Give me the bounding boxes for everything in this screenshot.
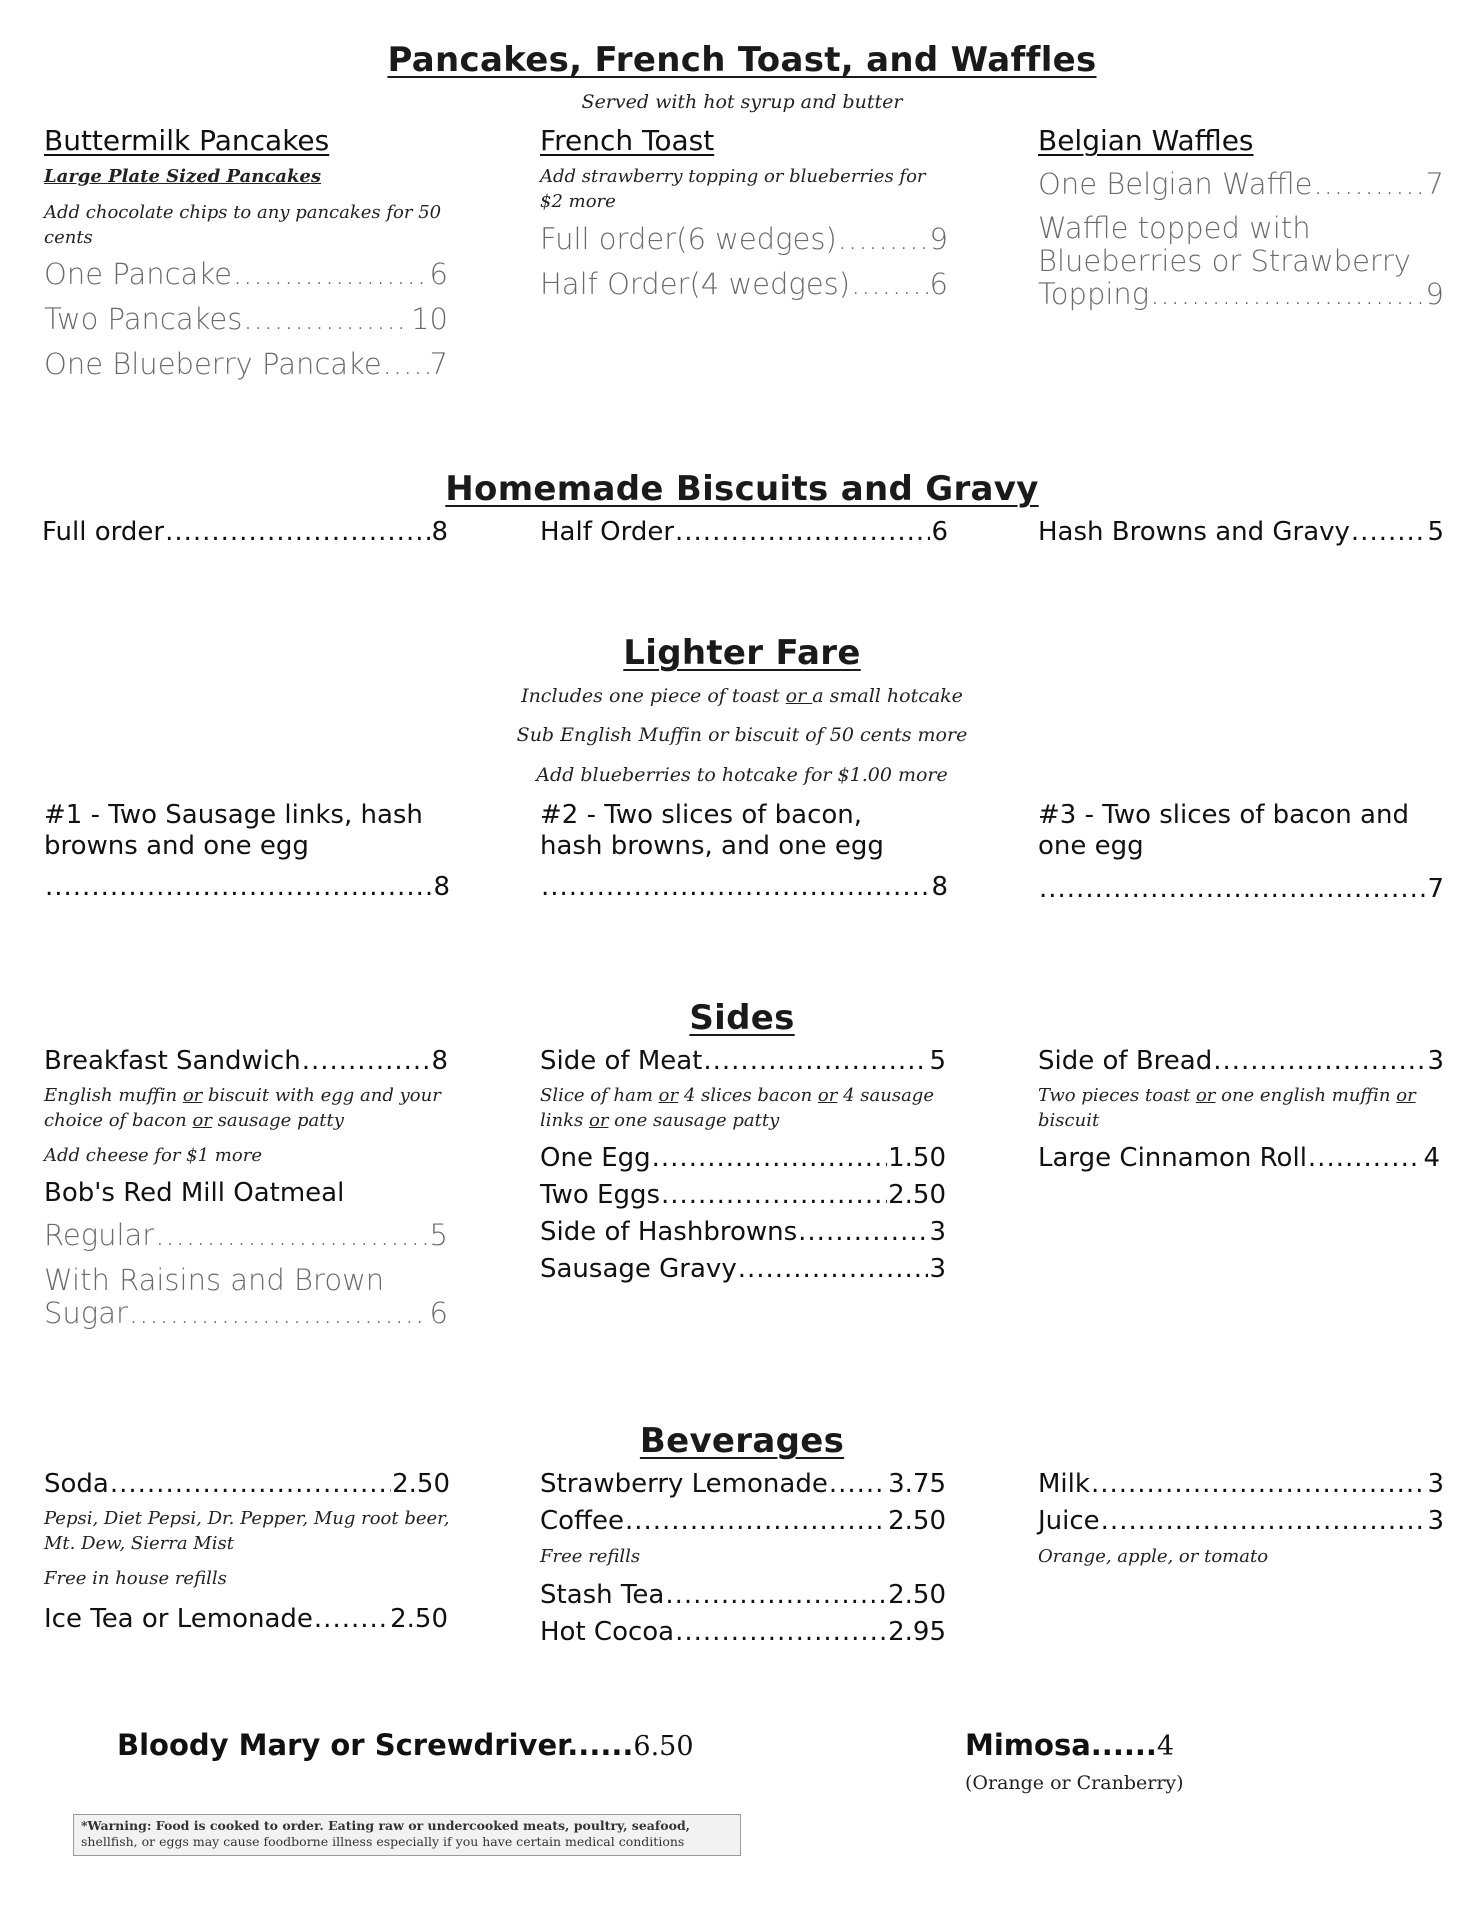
item-price: 6 xyxy=(429,1296,448,1330)
item-name: Breakfast Sandwich xyxy=(44,1046,301,1076)
leader-dots xyxy=(233,258,429,290)
oatmeal-raisins-line1: With Raisins and Brown xyxy=(44,1263,385,1297)
item-price: 4 xyxy=(1423,1143,1440,1173)
item-price: 6 xyxy=(929,267,948,301)
leader-dots xyxy=(661,1179,887,1211)
item-price: 7 xyxy=(1427,874,1444,904)
menu-item xyxy=(540,268,948,300)
item-price: 9 xyxy=(1425,277,1444,311)
bread-note xyxy=(1038,1083,1448,1133)
item-name: One Blueberry Pancake xyxy=(44,347,382,381)
note-text: English muffin xyxy=(44,1085,183,1106)
note-text: links xyxy=(540,1110,589,1131)
juice-note: Orange, apple, or tomato xyxy=(1038,1546,1269,1567)
combo-2-text xyxy=(540,800,950,862)
item-price: 8 xyxy=(431,1046,448,1076)
note-text: a small hotcake xyxy=(812,685,963,707)
item-name: Stash Tea xyxy=(540,1580,665,1610)
item-price: 6 xyxy=(429,257,448,291)
item-name: Two Eggs xyxy=(540,1180,660,1210)
item-price: 6.50 xyxy=(633,1731,694,1762)
or-emphasis: or xyxy=(192,1110,212,1131)
leader-dots xyxy=(541,871,930,903)
menu-item xyxy=(540,1216,946,1248)
item-price: 8 xyxy=(433,872,450,902)
leader-dots xyxy=(798,1216,928,1248)
menu-item xyxy=(44,1297,448,1329)
or-emphasis: or xyxy=(182,1085,203,1106)
or-emphasis: or xyxy=(1396,1085,1416,1106)
item-price: 4 xyxy=(1156,1731,1175,1762)
buttermilk-tagline: Large Plate Sized Pancakes xyxy=(44,166,322,187)
french-toast-heading: French Toast xyxy=(540,124,715,157)
food-warning-box xyxy=(73,1814,741,1856)
menu-item xyxy=(44,1045,448,1077)
note-text: Two pieces toast xyxy=(1038,1085,1196,1106)
item-price: 8 xyxy=(931,872,948,902)
note-text: biscuit with egg and your xyxy=(202,1085,441,1106)
item-name: Large Cinnamon Roll xyxy=(1038,1143,1307,1173)
item-price: 2.50 xyxy=(392,1469,450,1499)
bloody-mary-item xyxy=(117,1728,694,1762)
menu-item xyxy=(1038,1468,1444,1500)
or-emphasis: or xyxy=(658,1085,679,1106)
combo-line2: hash browns, and one egg xyxy=(540,831,884,861)
menu-item xyxy=(44,348,448,380)
item-price: 7 xyxy=(429,347,448,381)
sandwich-note xyxy=(44,1083,454,1133)
note-text: 4 slices bacon xyxy=(678,1085,818,1106)
item-name: Full order(6 wedges) xyxy=(540,222,837,256)
menu-item xyxy=(540,1045,946,1077)
leader-dots xyxy=(665,1579,887,1611)
coffee-note: Free refills xyxy=(540,1546,641,1567)
menu-item xyxy=(540,871,948,903)
item-name: Ice Tea or Lemonade xyxy=(44,1604,313,1634)
leader-dots xyxy=(165,516,430,548)
or-emphasis: or xyxy=(817,1085,838,1106)
soda-note xyxy=(44,1506,464,1556)
leader-dots: ...... xyxy=(1090,1728,1157,1762)
item-name: Juice xyxy=(1038,1506,1100,1536)
soda-note-line1: Pepsi, Diet Pepsi, Dr. Pepper, Mug root beer, xyxy=(44,1508,450,1529)
item-name: Milk xyxy=(1038,1469,1090,1499)
menu-item xyxy=(42,516,448,548)
combo-line2: one egg xyxy=(1038,831,1144,861)
menu-item xyxy=(44,258,448,290)
combo-line1: #2 - Two slices of bacon, xyxy=(540,800,863,830)
leader-dots xyxy=(314,1603,389,1635)
lighter-note-blueberries: Add blueberries to hotcake for $1.00 more xyxy=(536,764,948,786)
item-name: Hash Browns and Gravy xyxy=(1038,517,1350,547)
item-name: Side of Meat xyxy=(540,1046,703,1076)
note-text: one sausage patty xyxy=(608,1110,780,1131)
leader-dots xyxy=(129,1297,429,1329)
item-name: One Egg xyxy=(540,1143,651,1173)
menu-item xyxy=(540,1253,946,1285)
item-name: Sausage Gravy xyxy=(540,1254,737,1284)
buttermilk-heading: Buttermilk Pancakes xyxy=(44,124,330,157)
item-name: Strawberry Lemonade xyxy=(540,1469,828,1499)
or-emphasis: or xyxy=(1195,1085,1216,1106)
item-name: One Belgian Waffle xyxy=(1038,167,1313,201)
menu-item xyxy=(540,1179,946,1211)
menu-item xyxy=(540,1505,946,1537)
waffle-topped-line1: Waffle topped with xyxy=(1038,211,1311,245)
menu-item xyxy=(1038,516,1444,548)
item-name: Side of Hashbrowns xyxy=(540,1217,798,1247)
leader-dots xyxy=(45,871,432,903)
combo-line1: #3 - Two slices of bacon and xyxy=(1038,800,1409,830)
note-text: one english muffin xyxy=(1215,1085,1397,1106)
leader-dots: ...... xyxy=(567,1728,634,1762)
cheese-note: Add cheese for $1 more xyxy=(44,1145,262,1166)
french-toast-note: Add strawberry topping or blueberries for $2 more xyxy=(540,166,926,212)
menu-item xyxy=(1038,873,1444,905)
item-name: Mimosa xyxy=(965,1728,1091,1762)
note-text: choice of bacon xyxy=(44,1110,193,1131)
item-price: 3 xyxy=(1427,1469,1444,1499)
leader-dots xyxy=(625,1505,887,1537)
note-text: Slice of ham xyxy=(540,1085,659,1106)
menu-item xyxy=(540,1616,946,1648)
sides-section-title: Sides xyxy=(689,998,795,1038)
menu-item xyxy=(44,1603,448,1635)
menu-item xyxy=(1038,168,1444,200)
leader-dots xyxy=(1308,1142,1423,1174)
leader-dots xyxy=(703,1045,928,1077)
warning-line1: *Warning: Food is cooked to order. Eating raw or undercooked meats, poultry, seafood, xyxy=(81,1818,691,1833)
item-price: 7 xyxy=(1425,167,1444,201)
combo-1-text xyxy=(44,800,454,862)
leader-dots xyxy=(838,223,929,255)
leader-dots xyxy=(1351,516,1427,548)
item-price: 5 xyxy=(929,1046,946,1076)
item-price: 3 xyxy=(929,1254,946,1284)
menu-item xyxy=(540,1579,946,1611)
leader-dots xyxy=(383,348,429,380)
mimosa-item xyxy=(965,1728,1174,1762)
item-price: 9 xyxy=(929,222,948,256)
pancakes-subtitle: Served with hot syrup and butter xyxy=(581,91,903,113)
item-price: 1.50 xyxy=(888,1143,946,1173)
item-name: Half Order xyxy=(540,517,675,547)
menu-item xyxy=(540,516,948,548)
lighter-section-title: Lighter Fare xyxy=(623,633,861,673)
item-price: 2.50 xyxy=(888,1180,946,1210)
item-price: 5 xyxy=(1427,517,1444,547)
pancakes-section-title: Pancakes, French Toast, and Waffles xyxy=(387,40,1097,80)
leader-dots xyxy=(675,516,930,548)
chocolate-chip-note: Add chocolate chips to any pancakes for 50 cents xyxy=(44,202,442,248)
item-price: 3 xyxy=(1427,1506,1444,1536)
menu-item xyxy=(44,303,448,335)
mimosa-note: (Orange or Cranberry) xyxy=(965,1772,1184,1794)
menu-item xyxy=(540,1468,946,1500)
item-price: 3 xyxy=(929,1217,946,1247)
item-name: Full order xyxy=(42,517,165,547)
meat-note xyxy=(540,1083,950,1133)
menu-item xyxy=(1038,278,1444,310)
item-price: 2.95 xyxy=(888,1617,946,1647)
combo-line2: browns and one egg xyxy=(44,831,309,861)
item-price: 3.75 xyxy=(888,1469,946,1499)
item-name: Two Pancakes xyxy=(44,302,243,336)
combo-3-text xyxy=(1038,800,1448,862)
item-name: One Pancake xyxy=(44,257,232,291)
leader-dots xyxy=(1091,1468,1427,1500)
menu-item xyxy=(1038,1142,1440,1174)
combo-line1: #1 - Two Sausage links, hash xyxy=(44,800,423,830)
leader-dots xyxy=(1101,1505,1427,1537)
item-name: Sugar xyxy=(44,1296,128,1330)
biscuits-section-title: Homemade Biscuits and Gravy xyxy=(445,469,1039,509)
note-text: Includes one piece of toast xyxy=(521,685,786,707)
item-price: 8 xyxy=(431,517,448,547)
note-text: sausage patty xyxy=(211,1110,344,1131)
item-price: 5 xyxy=(429,1218,448,1252)
lighter-note-toast xyxy=(0,685,1484,707)
beverages-section-title: Beverages xyxy=(639,1421,845,1461)
menu-item xyxy=(1038,1045,1444,1077)
waffle-topped-text xyxy=(1038,212,1444,278)
soda-note-line2: Mt. Dew, Sierra Mist xyxy=(44,1533,234,1554)
item-name: Coffee xyxy=(540,1506,624,1536)
item-price: 10 xyxy=(411,302,448,336)
leader-dots xyxy=(652,1142,887,1174)
menu-item xyxy=(540,223,948,255)
menu-item xyxy=(44,871,450,903)
menu-item xyxy=(1038,1505,1444,1537)
item-name: Side of Bread xyxy=(1038,1046,1213,1076)
leader-dots xyxy=(829,1468,887,1500)
item-name: Regular xyxy=(44,1218,155,1252)
leader-dots xyxy=(738,1253,929,1285)
leader-dots xyxy=(1213,1045,1426,1077)
leader-dots xyxy=(675,1616,887,1648)
or-emphasis: or xyxy=(785,685,813,707)
leader-dots xyxy=(155,1219,428,1251)
menu-item xyxy=(44,1219,448,1251)
waffles-heading: Belgian Waffles xyxy=(1038,124,1254,157)
item-name: Topping xyxy=(1038,277,1150,311)
leader-dots xyxy=(851,268,928,300)
leader-dots xyxy=(243,303,410,335)
item-price: 2.50 xyxy=(390,1604,448,1634)
leader-dots xyxy=(1039,873,1426,905)
oatmeal-heading: Bob's Red Mill Oatmeal xyxy=(44,1178,345,1208)
warning-line2: shellfish, or eggs may cause foodborne illness especially if you have certain medical conditions xyxy=(81,1834,685,1849)
refills-note: Free in house refills xyxy=(44,1568,227,1589)
waffle-topped-line2: Blueberries or Strawberry xyxy=(1038,244,1411,278)
item-price: 3 xyxy=(1427,1046,1444,1076)
lighter-note-muffin: Sub English Muffin or biscuit of 50 cents more xyxy=(516,724,968,746)
menu-item xyxy=(540,1142,946,1174)
menu-item xyxy=(44,1468,450,1500)
item-price: 6 xyxy=(931,517,948,547)
leader-dots xyxy=(302,1045,431,1077)
item-price: 2.50 xyxy=(888,1506,946,1536)
leader-dots xyxy=(1150,278,1424,310)
or-emphasis: or xyxy=(588,1110,609,1131)
note-text: biscuit xyxy=(1038,1110,1100,1131)
leader-dots xyxy=(110,1468,391,1500)
item-name: Hot Cocoa xyxy=(540,1617,675,1647)
item-price: 2.50 xyxy=(888,1580,946,1610)
leader-dots xyxy=(1313,168,1424,200)
note-text: 4 sausage xyxy=(837,1085,934,1106)
item-name: Half Order(4 wedges) xyxy=(540,267,851,301)
item-name: Soda xyxy=(44,1469,109,1499)
item-name: Bloody Mary or Screwdriver xyxy=(117,1728,568,1762)
